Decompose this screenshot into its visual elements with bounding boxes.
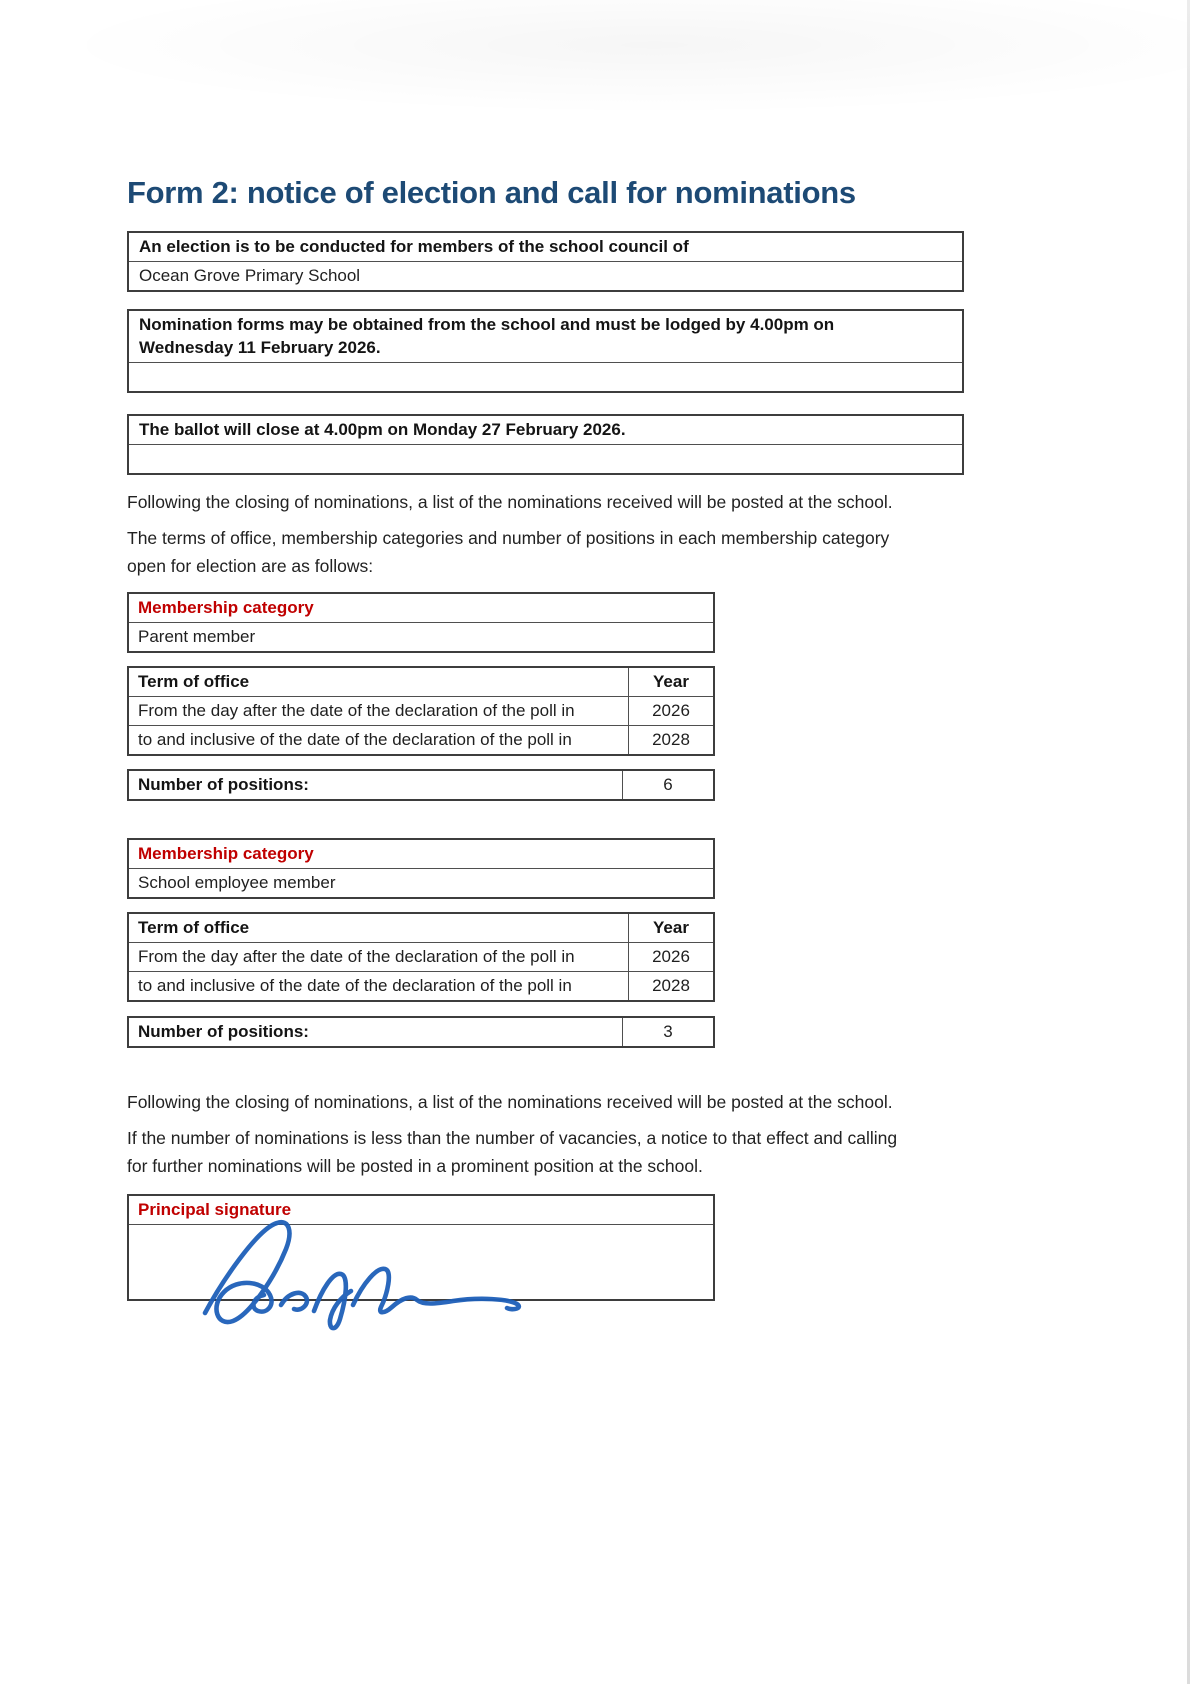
table-row: [129, 725, 713, 754]
election-notice-label: An election is to be conducted for members of the school council of: [139, 237, 689, 256]
term-from-year: 2026: [628, 943, 713, 971]
term-from-year: 2026: [628, 697, 713, 725]
school-name-value: Ocean Grove Primary School: [129, 261, 962, 290]
principal-signature-ink: [183, 1213, 553, 1343]
paragraph-terms-intro-line2: open for election are as follows:: [127, 556, 374, 576]
year-header: Year: [628, 914, 713, 942]
membership-category-heading: Membership category: [138, 844, 314, 863]
principal-signature-box: [127, 1194, 715, 1301]
table-row: [129, 696, 713, 725]
nomination-deadline-box: [127, 309, 964, 393]
membership-category-table-parent: [127, 592, 715, 653]
paragraph-further-nominations-line1: If the number of nominations is less than the number of vacancies, a notice to that effect and calling: [127, 1128, 898, 1148]
positions-value: 6: [622, 771, 713, 799]
positions-label: Number of positions:: [138, 1022, 309, 1041]
paragraph-further-nominations-line2: for further nominations will be posted in a prominent position at the school.: [127, 1156, 703, 1176]
term-to-label: to and inclusive of the date of the declaration of the poll in: [138, 976, 572, 995]
term-to-label: to and inclusive of the date of the declaration of the poll in: [138, 730, 572, 749]
table-row: [129, 942, 713, 971]
document-content: [127, 0, 1107, 1301]
principal-signature-label: Principal signature: [138, 1200, 292, 1219]
term-of-office-table-parent: [127, 666, 715, 756]
ballot-close-box: [127, 414, 964, 475]
positions-label: Number of positions:: [138, 775, 309, 794]
year-header: Year: [628, 668, 713, 696]
paragraph-nominations-posted: Following the closing of nominations, a list of the nominations received will be posted at the school.: [127, 492, 893, 512]
nomination-deadline-label: [129, 311, 962, 362]
term-to-year: 2028: [628, 726, 713, 754]
paragraph-nominations-posted-2: Following the closing of nominations, a list of the nominations received will be posted at the school.: [127, 1092, 893, 1112]
membership-category-value: School employee member: [138, 873, 336, 892]
paragraph-terms-intro-line1: The terms of office, membership categories and number of positions in each membership category: [127, 528, 890, 548]
positions-table-employee: [127, 1016, 715, 1048]
table-row: [129, 971, 713, 1000]
membership-category-table-employee: [127, 838, 715, 899]
election-notice-box: [127, 231, 964, 292]
ballot-close-value: [129, 444, 962, 473]
page-title: Form 2: notice of election and call for nominations: [127, 175, 856, 210]
signature-field: [129, 1225, 713, 1299]
membership-category-value: Parent member: [138, 627, 256, 646]
paragraph-terms-intro: [127, 524, 1107, 580]
nomination-deadline-line2: Wednesday 11 February 2026.: [139, 338, 381, 357]
membership-category-heading: Membership category: [138, 598, 314, 617]
nomination-deadline-line1: Nomination forms may be obtained from the school and must be lodged by 4.00pm on: [139, 315, 835, 334]
term-from-label: From the day after the date of the declaration of the poll in: [138, 701, 575, 720]
term-from-label: From the day after the date of the declaration of the poll in: [138, 947, 575, 966]
nomination-deadline-value: [129, 362, 962, 391]
term-of-office-header: Term of office: [138, 918, 250, 937]
paragraph-further-nominations: [127, 1124, 1107, 1180]
term-of-office-table-employee: [127, 912, 715, 1002]
ballot-close-label: The ballot will close at 4.00pm on Monday 27 February 2026.: [139, 420, 626, 439]
positions-value: 3: [622, 1018, 713, 1046]
positions-table-parent: [127, 769, 715, 801]
term-of-office-header: Term of office: [138, 672, 250, 691]
term-to-year: 2028: [628, 972, 713, 1000]
